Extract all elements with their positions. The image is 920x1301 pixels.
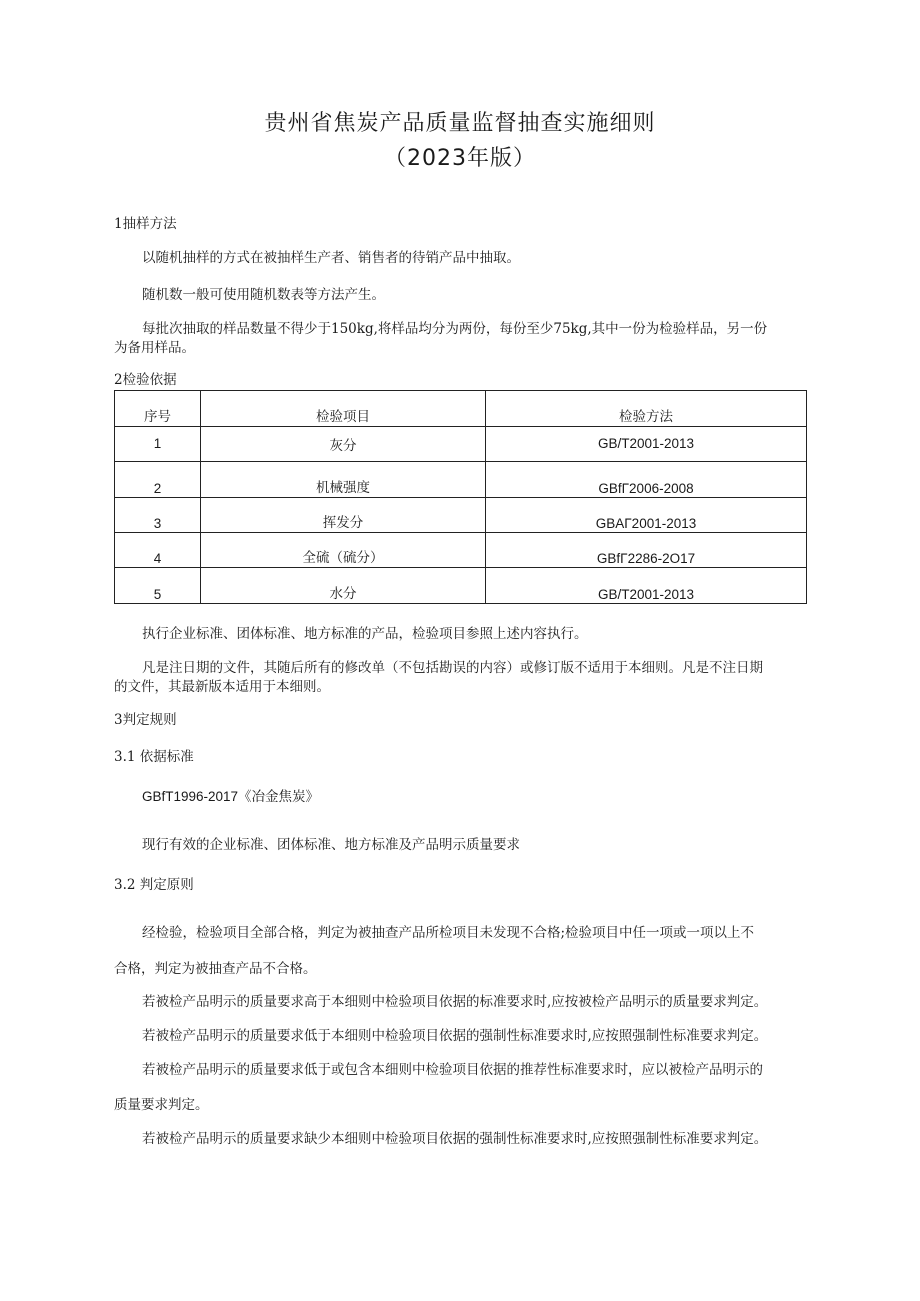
cell-no: 3 [115,498,201,533]
section-1-heading: 1抽样方法 [114,216,177,232]
section-1-paragraph-3-line-2: 为备用样品。 [114,340,195,356]
section-1-paragraph-3-line-1: 每批次抽取的样品数量不得少于150kg,将样品均分为两份，每份至少75kg,其中一份为检验样品，另一份 [142,321,768,337]
cell-item: 灰分 [201,427,486,462]
section-2-paragraph-2-line-2: 的文件，其最新版本适用于本细则。 [114,679,330,695]
section-3-2-paragraph-3: 若被检产品明示的质量要求低于本细则中检验项目依据的强制性标准要求时,应按照强制性标准要求判定。 [142,1028,768,1044]
cell-method: GBfΓ2286-2O17 [486,533,807,568]
cell-item: 挥发分 [201,498,486,533]
table-header-row [115,391,807,427]
section-3-2-paragraph-4-line-2: 质量要求判定。 [114,1097,209,1113]
section-2-heading: 2检验依据 [114,372,177,388]
section-3-2-paragraph-4-line-1: 若被检产品明示的质量要求低于或包含本细则中检验项目依据的推荐性标准要求时，应以被检产品明示的 [142,1062,763,1078]
section-3-1-paragraph: 现行有效的企业标准、团体标准、地方标准及产品明示质量要求 [142,837,520,853]
section-3-heading: 3判定规则 [114,712,177,728]
table-row [115,498,807,533]
table-row [115,462,807,498]
cell-no: 4 [115,533,201,568]
document-subtitle: （2023年版） [384,146,536,171]
table-row [115,568,807,604]
header-cell-item: 检验项目 [201,391,486,427]
cell-no: 5 [115,568,201,604]
cell-item: 机械强度 [201,462,486,498]
section-1-paragraph-1: 以随机抽样的方式在被抽样生产者、销售者的待销产品中抽取。 [142,250,520,266]
cell-no: 2 [115,462,201,498]
section-3-1-heading: 3.1 依据标准 [114,749,194,765]
cell-method: GB/T2001-2013 [486,427,807,462]
section-3-1-standard: GBfT1996-2017《冶金焦炭》 [142,789,320,804]
cell-no: 1 [115,427,201,462]
section-3-2-paragraph-2: 若被检产品明示的质量要求高于本细则中检验项目依据的标准要求时,应按被检产品明示的质量要求判定。 [142,994,768,1010]
cell-item: 全硫（硫分） [201,533,486,568]
document-title: 贵州省焦炭产品质量监督抽查实施细则 [264,111,656,136]
table-row [115,533,807,568]
section-1-paragraph-2: 随机数一般可使用随机数表等方法产生。 [142,287,385,303]
cell-method: GBAΓ2001-2013 [486,498,807,533]
header-cell-method: 检验方法 [486,391,807,427]
cell-item: 水分 [201,568,486,604]
cell-method: GB/T2001-2013 [486,568,807,604]
section-3-2-paragraph-1-line-2: 合格，判定为被抽查产品不合格。 [114,961,317,977]
header-cell-no: 序号 [115,391,201,427]
cell-method: GBfΓ2006-2008 [486,462,807,498]
inspection-table [114,390,807,604]
table-row [115,427,807,462]
section-3-2-paragraph-5: 若被检产品明示的质量要求缺少本细则中检验项目依据的强制性标准要求时,应按照强制性标准要求判定。 [142,1131,768,1147]
section-3-2-heading: 3.2 判定原则 [114,877,194,893]
section-3-2-paragraph-1-line-1: 经检验，检验项目全部合格，判定为被抽查产品所检项目未发现不合格;检验项目中任一项或一项以上不 [142,925,755,941]
section-2-paragraph-2-line-1: 凡是注日期的文件，其随后所有的修改单（不包括勘误的内容）或修订版不适用于本细则。凡是不注日期 [142,660,763,676]
section-2-paragraph-1: 执行企业标准、团体标准、地方标准的产品，检验项目参照上述内容执行。 [142,626,588,642]
